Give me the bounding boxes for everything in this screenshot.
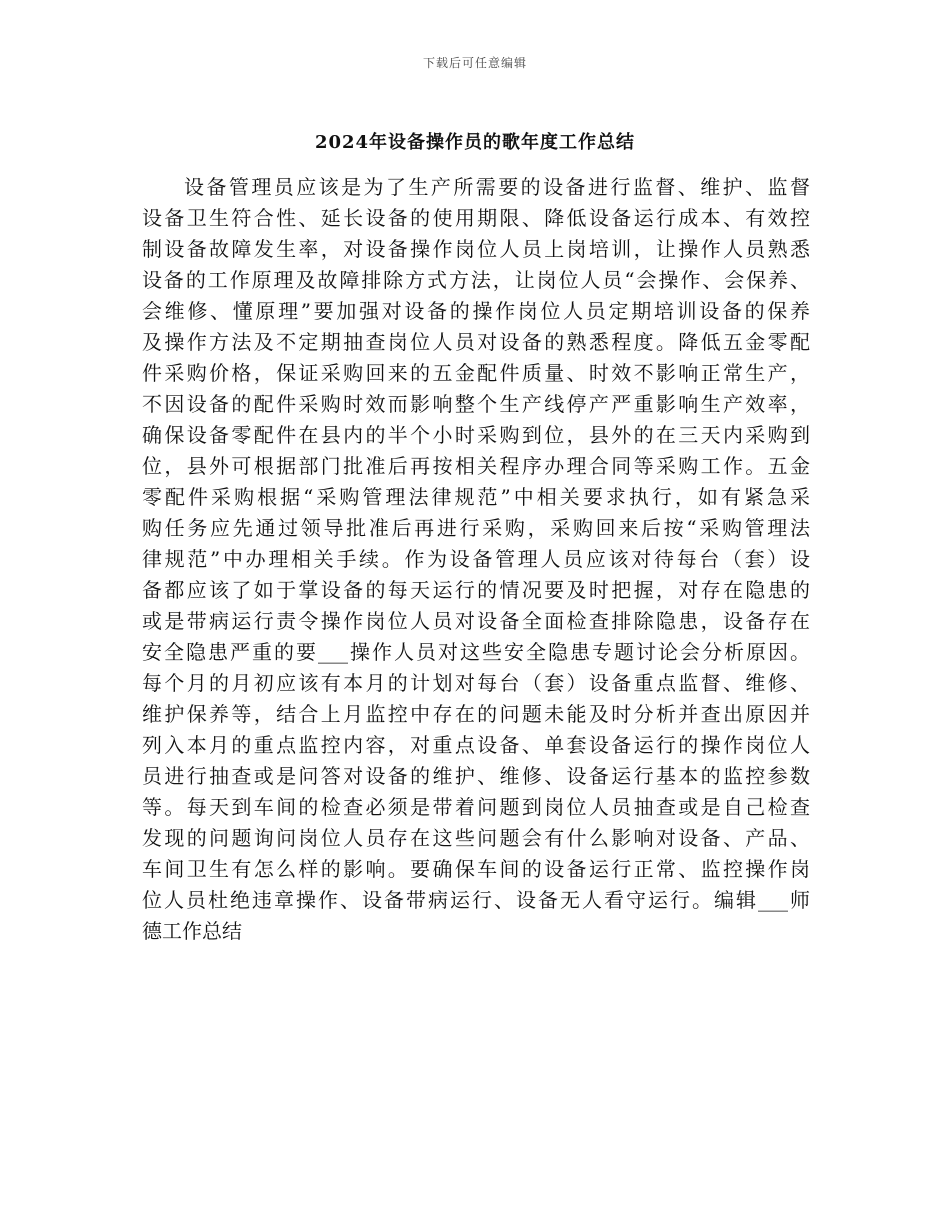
body-line: 设备卫生符合性、延长设备的使用期限、降低设备运行成本、有效控 <box>142 206 810 230</box>
body-line: 列入本月的重点监控内容，对重点设备、单套设备运行的操作岗位人 <box>142 733 810 757</box>
body-line: 制设备故障发生率，对设备操作岗位人员上岗培训，让操作人员熟悉 <box>142 237 810 261</box>
body-line: 备都应该了如于掌设备的每天运行的情况要及时把握，对存在隐患的 <box>142 578 810 602</box>
body-line: 每个月的月初应该有本月的计划对每台（套）设备重点监督、维修、 <box>142 671 810 695</box>
document-title: 2024年设备操作员的歌年度工作总结 <box>314 132 636 153</box>
body-line: 零配件采购根据“采购管理法律规范”中相关要求执行，如有紧急采 <box>142 485 810 509</box>
body-line: 会维修、懂原理”要加强对设备的操作岗位人员定期培训设备的保养 <box>142 299 810 323</box>
body-line: 安全隐患严重的要___操作人员对这些安全隐患专题讨论会分析原因。 <box>142 640 810 664</box>
body-line: 设备管理员应该是为了生产所需要的设备进行监督、维护、监督 <box>184 175 810 199</box>
body-line: 购任务应先通过领导批准后再进行采购，采购回来后按“采购管理法 <box>142 516 810 540</box>
body-line: 律规范”中办理相关手续。作为设备管理人员应该对待每台（套）设 <box>142 547 810 571</box>
body-line: 不因设备的配件采购时效而影响整个生产线停产严重影响生产效率， <box>142 392 810 416</box>
body-line: 确保设备零配件在县内的半个小时采购到位，县外的在三天内采购到 <box>142 423 810 447</box>
body-line: 维护保养等，结合上月监控中存在的问题未能及时分析并查出原因并 <box>142 702 810 726</box>
body-line: 等。每天到车间的检查必须是带着问题到岗位人员抽查或是自己检查 <box>142 795 810 819</box>
document-body <box>142 172 810 947</box>
page-header: 下载后可任意编辑 <box>422 56 527 70</box>
body-line: 员进行抽查或是问答对设备的维护、维修、设备运行基本的监控参数 <box>142 764 810 788</box>
body-line: 或是带病运行责令操作岗位人员对设备全面检查排除隐患，设备存在 <box>142 609 810 633</box>
body-line: 位人员杜绝违章操作、设备带病运行、设备无人看守运行。编辑___师 <box>142 888 810 912</box>
body-line: 车间卫生有怎么样的影响。要确保车间的设备运行正常、监控操作岗 <box>142 857 810 881</box>
body-line: 位，县外可根据部门批准后再按相关程序办理合同等采购工作。五金 <box>142 454 810 478</box>
body-line: 及操作方法及不定期抽查岗位人员对设备的熟悉程度。降低五金零配 <box>142 330 810 354</box>
body-line: 德工作总结 <box>142 919 242 943</box>
body-line: 件采购价格，保证采购回来的五金配件质量、时效不影响正常生产， <box>142 361 810 385</box>
body-line: 设备的工作原理及故障排除方式方法，让岗位人员“会操作、会保养、 <box>142 268 810 292</box>
body-line: 发现的问题询问岗位人员存在这些问题会有什么影响对设备、产品、 <box>142 826 810 850</box>
